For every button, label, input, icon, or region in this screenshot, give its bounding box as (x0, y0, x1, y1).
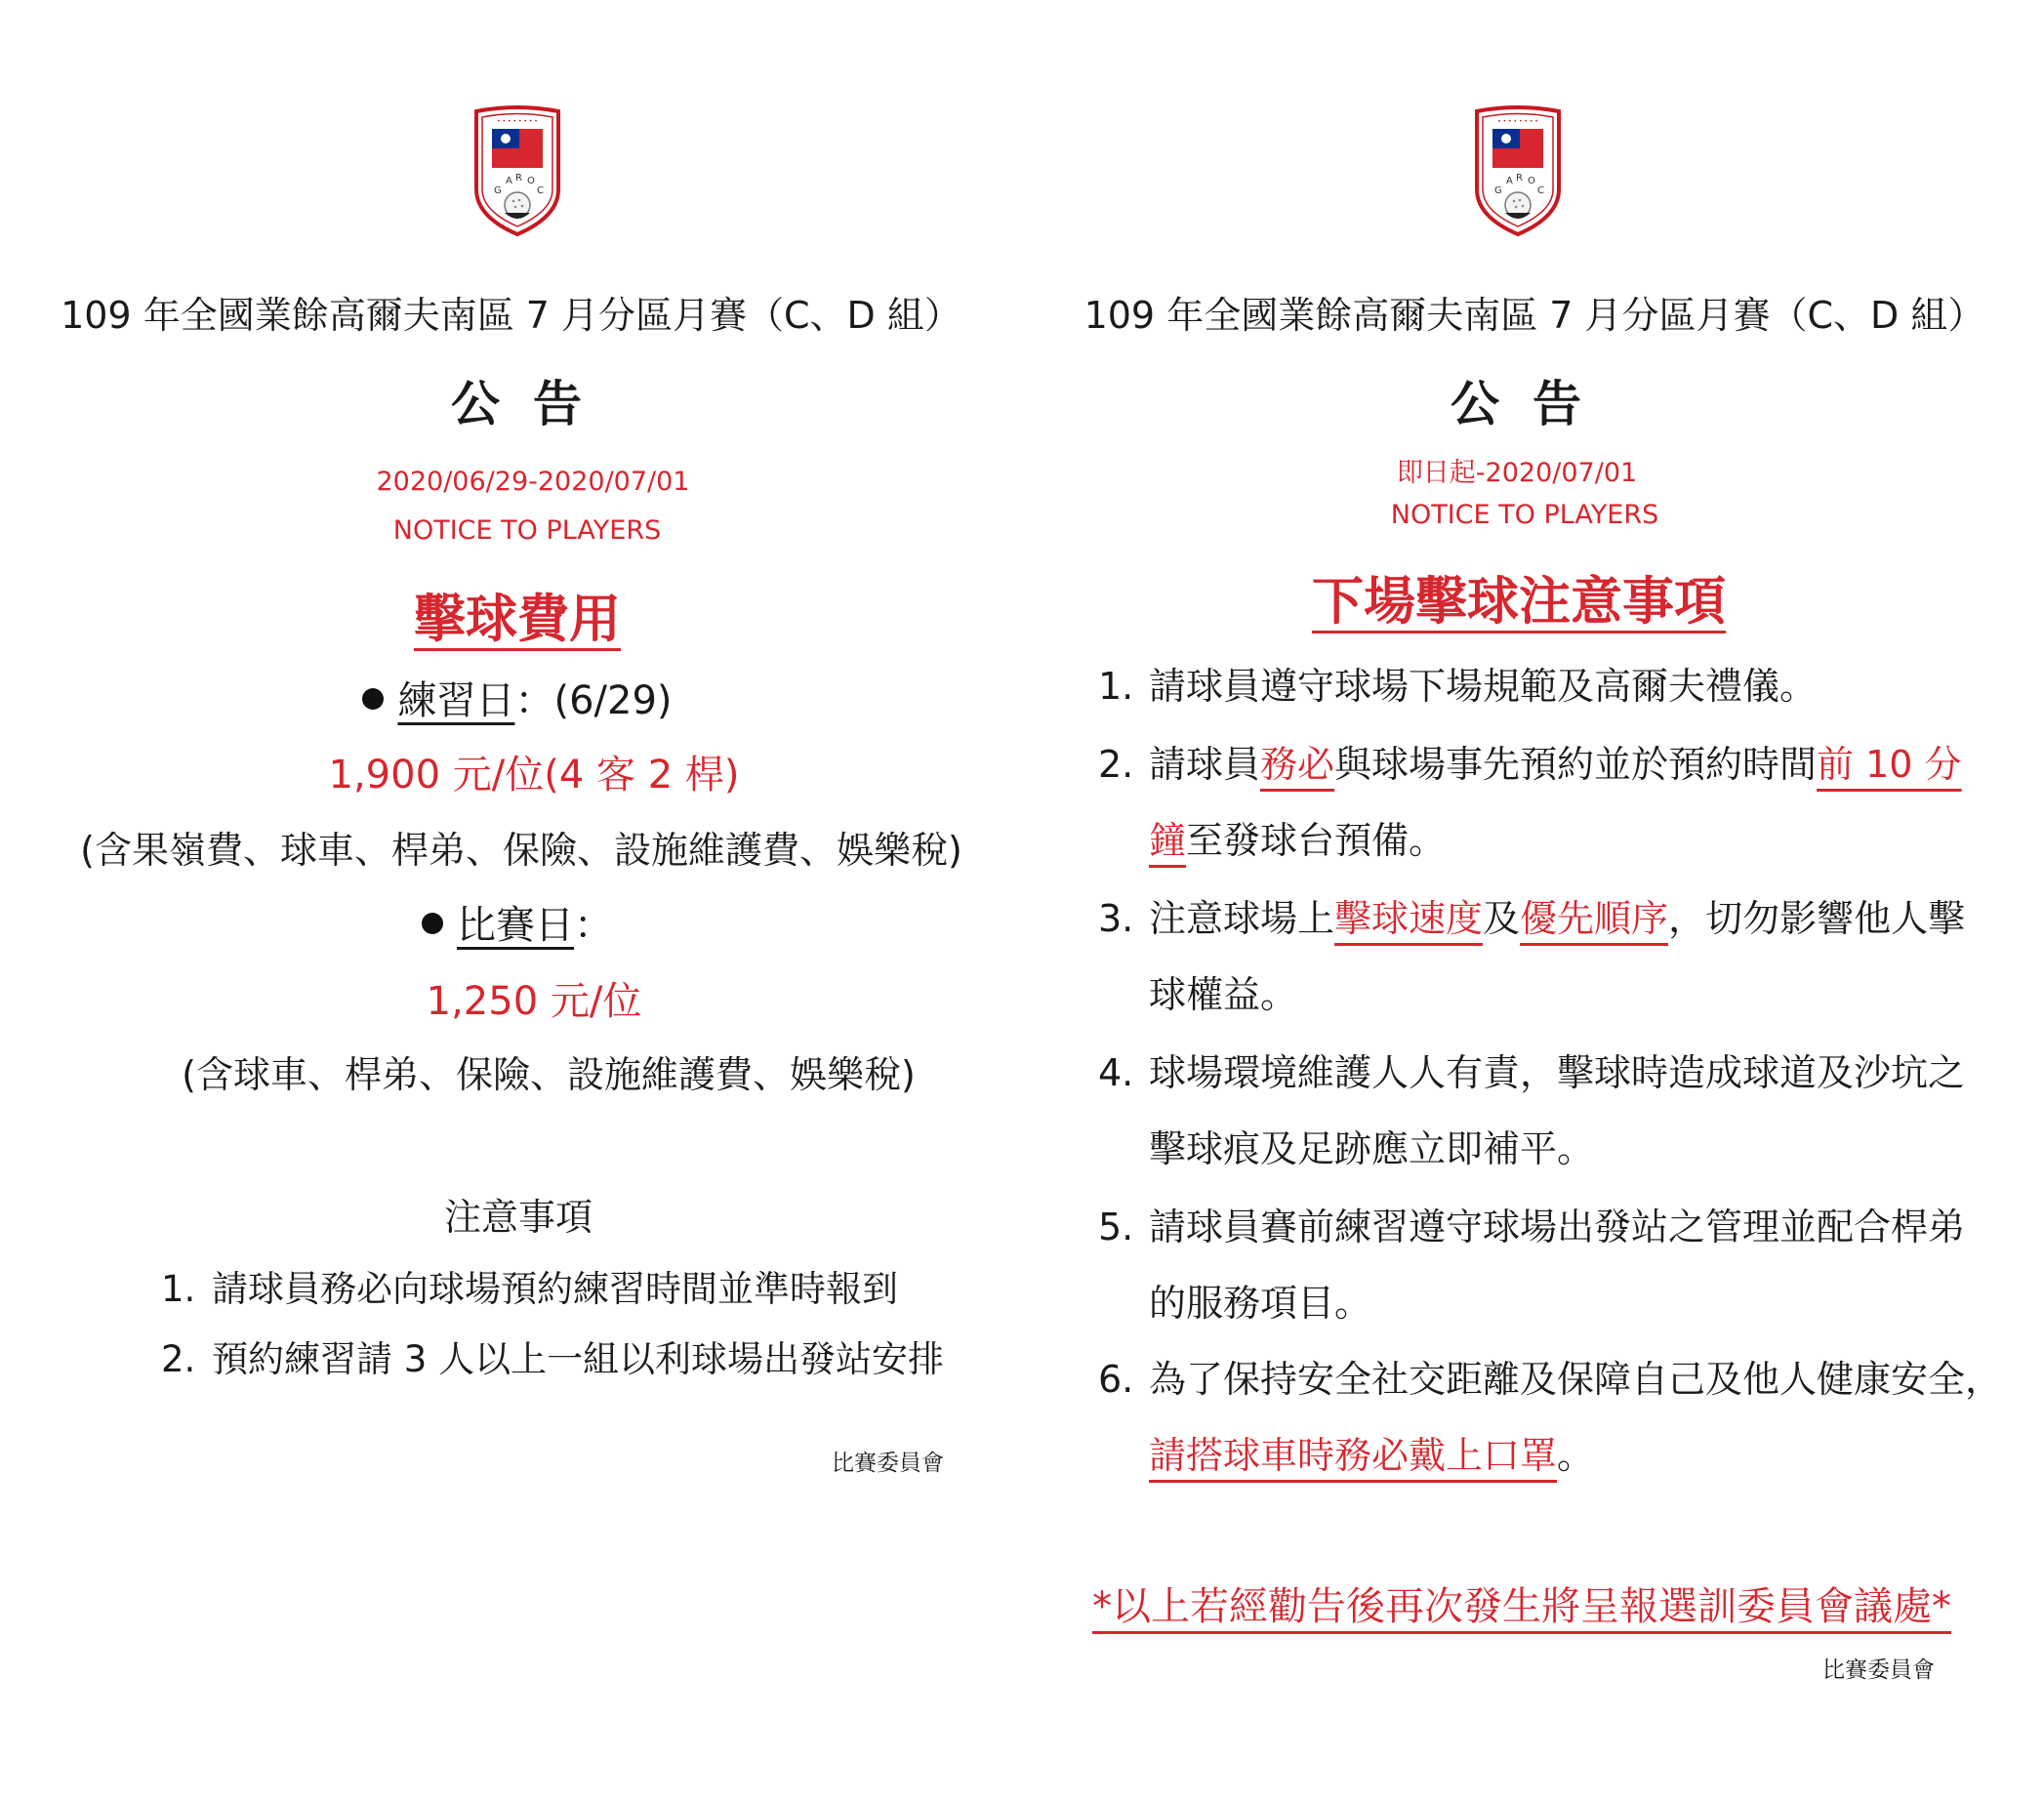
notice-to-players: NOTICE TO PLAYERS (1390, 500, 1659, 530)
note-item: 2. 預約練習請 3 人以上一組以利球場出發站安排 (161, 1338, 945, 1380)
highlight-10-minutes: 前 10 分 (1817, 743, 1962, 786)
garoc-shield-logo (472, 105, 562, 236)
match-day-label: 比賽日 (457, 903, 574, 948)
rule-item-6: 6. 為了保持安全社交距離及保障自己及他人健康安全， (1098, 1358, 2003, 1401)
warning-note: *以上若經勸告後再次發生將呈報選訓委員會議處* (1092, 1584, 1951, 1629)
rules-heading-text: 下場擊球注意事項 (1312, 572, 1726, 632)
practice-day-date: ：(6/29) (514, 678, 673, 723)
notice-date: 即日起-2020/07/01 (1396, 458, 1638, 488)
match-day-row (0, 894, 1035, 950)
highlight-priority: 優先順序 (1520, 897, 1669, 940)
tournament-title: 109 年全國業餘高爾夫南區 7 月分區月賽（C、D 組） (1083, 294, 1985, 337)
svg-text:O: O (527, 176, 535, 186)
shield-emblem-icon (1473, 105, 1563, 236)
rule-item-3-cont: 球權益。 (1149, 973, 1298, 1016)
rule-item-3: 3. 注意球場上擊球速度及優先順序，切勿影響他人擊 (1098, 897, 1966, 940)
notice-date: 2020/06/29-2020/07/01 (376, 467, 690, 497)
tournament-title: 109 年全國業餘高爾夫南區 7 月分區月賽（C、D 組） (61, 294, 961, 337)
match-day-colon: ： (574, 903, 613, 948)
committee-signature: 比賽委員會 (1822, 1657, 1935, 1683)
svg-text:C: C (1537, 185, 1544, 196)
highlight-must: 務必 (1260, 743, 1335, 786)
notice-heading: 公告 (1451, 376, 1615, 432)
rules-heading (1022, 560, 2016, 634)
svg-text:R: R (515, 173, 522, 184)
svg-text:R: R (1516, 173, 1523, 184)
rule-item-4-cont: 擊球痕及足跡應立即補平。 (1149, 1127, 1595, 1170)
svg-text:C: C (537, 185, 544, 196)
rule-item-5-cont: 的服務項目。 (1149, 1282, 1372, 1325)
rule-item-2-cont: 鐘至發球台預備。 (1149, 819, 1447, 862)
rule-item-6-cont: 請搭球車時務必戴上口罩。 (1149, 1434, 1595, 1477)
svg-text:O: O (1528, 176, 1535, 186)
highlight-wear-mask: 請搭球車時務必戴上口罩 (1149, 1434, 1558, 1477)
practice-day-price: 1,900 元/位(4 客 2 桿) (328, 753, 740, 798)
match-day-includes: (含球車、桿弟、保險、設施維護費、娛樂稅) (182, 1053, 916, 1096)
svg-text:G: G (1494, 185, 1502, 196)
highlight-pace-of-play: 擊球速度 (1334, 897, 1484, 940)
svg-text:• • • • • • • •: • • • • • • • • (1497, 118, 1538, 125)
rule-item-4: 4. 球場環境維護人人有責，擊球時造成球道及沙坑之 (1098, 1051, 1966, 1094)
svg-text:G: G (494, 185, 502, 196)
rule-item-2: 2. 請球員務必與球場事先預約並於預約時間前 10 分 (1098, 743, 1962, 786)
svg-text:A: A (1506, 176, 1513, 186)
rule-item-5: 5. 請球員賽前練習遵守球場出發站之管理並配合桿弟 (1098, 1206, 1966, 1248)
svg-text:• • • • • • • •: • • • • • • • • (497, 118, 538, 125)
svg-text:A: A (506, 176, 512, 186)
shield-emblem-icon (472, 105, 562, 236)
match-day-price: 1,250 元/位 (426, 979, 642, 1024)
fee-heading-text: 擊球費用 (414, 590, 621, 649)
notice-to-players: NOTICE TO PLAYERS (392, 515, 662, 546)
rule-item-1: 1. 請球員遵守球場下場規範及高爾夫禮儀。 (1098, 665, 1818, 708)
fee-heading (0, 578, 1035, 652)
bullet-icon (362, 688, 384, 710)
garoc-shield-logo (1473, 105, 1563, 236)
practice-day-label: 練習日 (397, 678, 515, 723)
bullet-icon (422, 913, 443, 934)
notes-title: 注意事項 (443, 1196, 593, 1239)
committee-signature: 比賽委員會 (832, 1451, 944, 1476)
notice-heading: 公告 (451, 376, 615, 432)
practice-day-row (0, 670, 1035, 725)
practice-day-includes: (含果嶺費、球車、桿弟、保險、設施維護費、娛樂稅) (80, 829, 962, 872)
right-notice-panel (1022, 0, 2044, 1800)
note-item: 1. 請球員務必向球場預約練習時間並準時報到 (161, 1268, 898, 1310)
